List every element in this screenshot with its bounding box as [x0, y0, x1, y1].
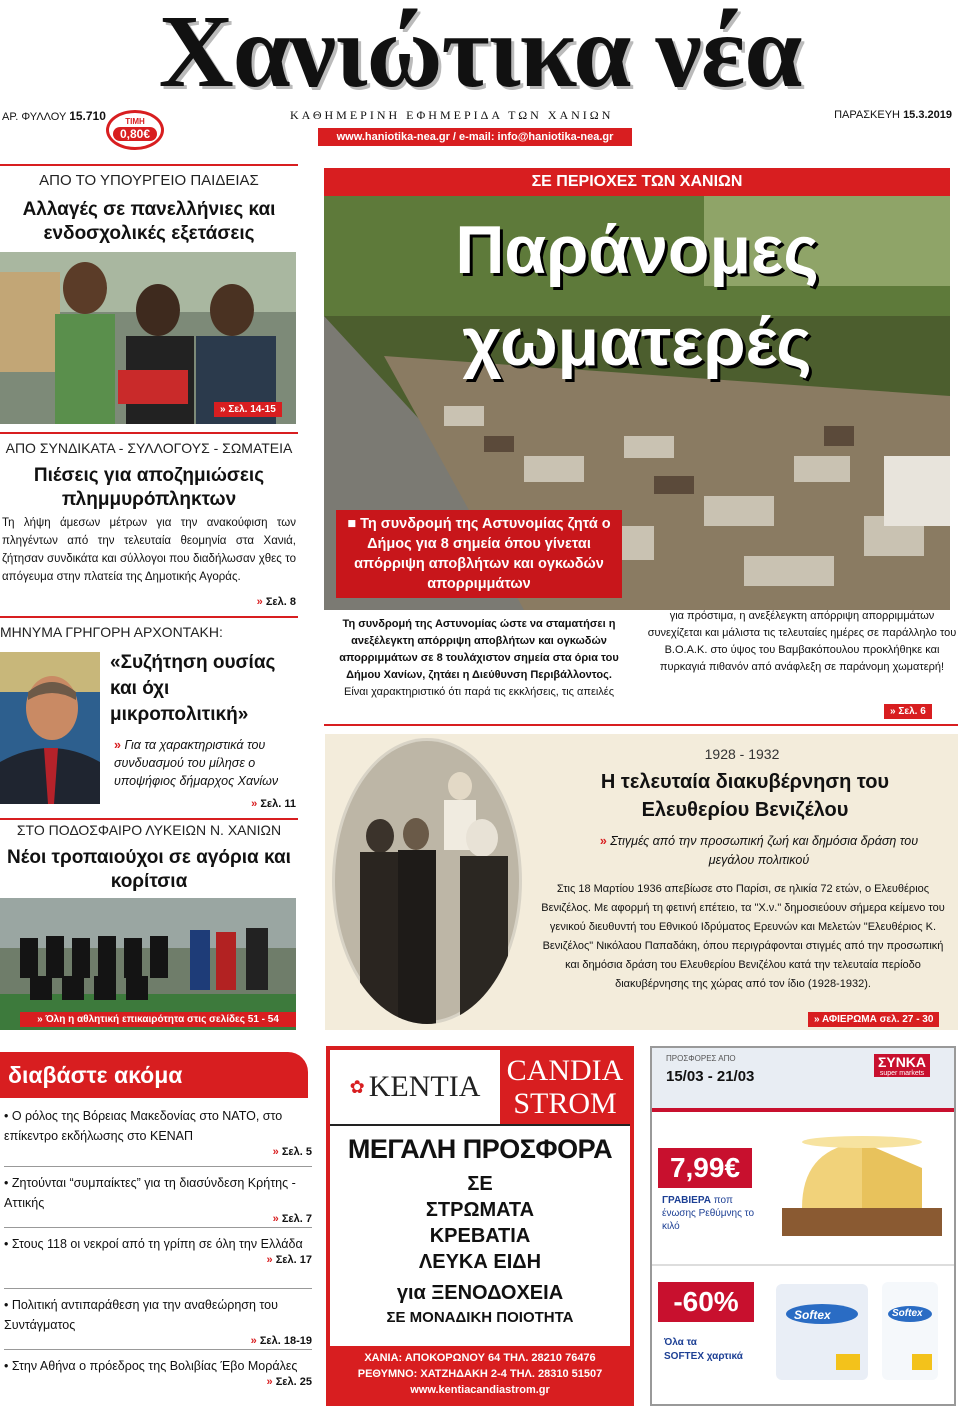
- divider: [0, 616, 298, 618]
- list-item[interactable]: • Πολιτική αντιπαράθεση για την αναθεώρηση του Συντάγματος » Σελ. 18-19: [4, 1298, 312, 1347]
- story4-headline[interactable]: Νέοι τροπαιούχοι σε αγόρια και κορίτσια: [7, 847, 291, 892]
- football-team-photo: [0, 898, 296, 1030]
- cheese-image: [782, 1128, 942, 1248]
- venizelos-body: Στις 18 Μαρτίου 1936 απεβίωσε στο Παρίσι, σε ηλικία 72 ετών, ο Ελευθέριος Βενιζέλος. Με αφορμή τη φετινή επέτειο, τα "Χ.ν." δημοσιεύουν σήμερα κείμενο του γενικού διευθυντή του Εθνικού Ιδρύματος Ερευνών και Μελετών "Ελευθέριος Κ. Βενιζέλος" Νικόλαου Παπαδάκη, όπου περιγράφονται στιγμές από την προσωπική και δημόσια δράση του Ελευθερίου Βενιζέλου κατά την τελευταία περίοδο διακυβέρνησης της χώρας από τον ίδιο (1928-1932).: [541, 883, 945, 990]
- read-more-list: [4, 1106, 312, 1406]
- story1-headline[interactable]: Αλλαγές σε πανελλήνιες και ενδοσχολικές εξετάσεις: [22, 199, 276, 244]
- story2-headline[interactable]: Πιέσεις για αποζημιώσεις πλημμυρόπληκτων: [33, 465, 265, 510]
- story2-body: Τη λήψη άμεσων μέτρων για την ανακούφιση των πληγέντων από την τελευταία θεομηνία στα Χανιά, ζήτησαν συνδικάτα και σύλλογοι που διαδήλωσαν χθες το απόγευμα στην πλατεία της Δημοτικής Αγοράς.: [2, 517, 296, 583]
- issue-date: ΠΑΡΑΣΚΕΥΗ 15.3.2019: [834, 109, 952, 121]
- tagline: ΚΑΘΗΜΕΡΙΝΗ ΕΦΗΜΕΡΙΔΑ ΤΩΝ ΧΑΝΙΩΝ: [290, 108, 614, 122]
- story3-kicker: ΜΗΝΥΜΑ ΓΡΗΓΟΡΗ ΑΡΧΟΝΤΑΚΗ:: [0, 624, 223, 640]
- story1-page-ref[interactable]: » Σελ. 14-15: [214, 402, 282, 417]
- story3-page-ref[interactable]: » Σελ. 11: [251, 798, 296, 810]
- softex-product: Όλα τα SOFTEX χαρτικά: [664, 1337, 743, 1362]
- venizelos-headline[interactable]: Η τελευταία διακυβέρνηση του Ελευθερίου Βενιζέλου: [600, 771, 890, 821]
- kentia-addresses: ΧΑΝΙΑ: ΑΠΟΚΟΡΩΝΟΥ 64 ΤΗΛ. 28210 76476 ΡΕΘΥΜΝΟ: ΧΑΤΖΗΔΑΚΗ 2-4 ΤΗΛ. 28310 51507 www.kentiacandiastrom.gr: [330, 1346, 630, 1402]
- list-item[interactable]: • Στην Αθήνα ο πρόεδρος της Βολιβίας Έβο Μοράλες » Σελ. 25: [4, 1359, 312, 1388]
- divider: [0, 432, 298, 434]
- kentia-candia-strom-ad[interactable]: ✿ KENTIA CANDIA STROM ΜΕΓΑΛΗ ΠΡΟΣΦΟΡΑ ΣΕ ΣΤΡΩΜΑΤΑ ΚΡΕΒΑΤΙΑ ΛΕΥΚΑ ΕΙΔΗ για ΞΕΝΟΔΟΧΕΙΑ ΣΕ ΜΟΝΑΔΙΚΗ ΠΟΙΟΤΗΤΑ ΧΑΝΙΑ: ΑΠΟΚΟΡΩΝΟΥ 64 ΤΗΛ. 28210 76476 ΡΕΘΥΜΝΟ: ΧΑΤΖΗΔΑΚΗ 2-4 ΤΗΛ. 28310 51507 www.kentiacandiastrom.gr: [326, 1046, 634, 1406]
- softex-discount: -60%: [658, 1282, 754, 1322]
- candia-strom-logo: CANDIA STROM: [500, 1050, 630, 1124]
- venizelos-page-ref[interactable]: » ΑΦΙΕΡΩΜΑ σελ. 27 - 30: [808, 1012, 939, 1027]
- venizelos-subhead: » Στιγμές από την προσωπική ζωή και δημόσια δράση του μεγάλου πολιτικού: [599, 834, 919, 867]
- story2-kicker: ΑΠΟ ΣΥΝΔΙΚΑΤΑ - ΣΥΛΛΟΓΟΥΣ - ΣΩΜΑΤΕΙΑ: [5, 440, 293, 456]
- divider: [324, 724, 958, 726]
- synka-supermarket-ad[interactable]: ΠΡΟΣΦΟΡΕΣ ΑΠΟ 15/03 - 21/03 ΣΥΝΚΑ super markets 7,99€ ΓΡΑΒΙΕΡΑ ποπ ένωσης Ρεθύμνης το κιλό -60% Όλα τα SOFTEX χαρτικά Softex Softex: [650, 1046, 956, 1406]
- kentia-logo: KENTIA: [368, 1070, 481, 1103]
- story2-page-ref[interactable]: » Σελ. 8: [256, 596, 296, 608]
- list-item[interactable]: • Ζητούνται “συμπαίκτες” για τη διασύνδεση Κρήτης - Αττικής » Σελ. 7: [4, 1176, 312, 1225]
- cheese-price: 7,99€: [658, 1148, 752, 1188]
- masthead: [0, 0, 960, 109]
- divider: [0, 164, 298, 166]
- main-story-banner: ΣΕ ΠΕΡΙΟΧΕΣ ΤΩΝ ΧΑΝΙΩΝ: [324, 168, 950, 196]
- read-more-title: διαβάστε ακόμα: [0, 1052, 308, 1098]
- main-story-page-ref[interactable]: » Σελ. 6: [884, 704, 932, 719]
- newspaper-title: Χανιώτικα νέα: [158, 0, 802, 109]
- students-photo: [0, 252, 296, 424]
- main-photo-caption: ■ Τη συνδρομή της Αστυνομίας ζητά ο Δήμος για 8 σημεία όπου γίνεται απόρριψη αποβλήτων και ογκωδών απορριμμάτων: [336, 510, 622, 598]
- synka-logo: ΣΥΝΚΑ super markets: [874, 1054, 930, 1077]
- list-item[interactable]: • Ο ρόλος της Βόρειας Μακεδονίας στο ΝΑΤΟ, στο επίκεντρο εκδήλωσης στο ΚΕΝΑΠ » Σελ. 5: [4, 1109, 312, 1158]
- story1-kicker: ΑΠΟ ΤΟ ΥΠΟΥΡΓΕΙΟ ΠΑΙΔΕΙΑΣ: [39, 172, 259, 189]
- cheese-product: ΓΡΑΒΙΕΡΑ ποπ ένωσης Ρεθύμνης το κιλό: [662, 1195, 755, 1232]
- list-item[interactable]: • Στους 118 οι νεκροί από τη γρίπη σε όλη την Ελλάδα » Σελ. 17: [4, 1237, 312, 1266]
- price-badge: ΤΙΜΗ 0,80€: [106, 110, 164, 150]
- story4-kicker: ΣΤΟ ΠΟΔΟΣΦΑΙΡΟ ΛΥΚΕΙΩΝ Ν. ΧΑΝΙΩΝ: [16, 822, 282, 838]
- story4-caption[interactable]: » Όλη η αθλητική επικαιρότητα στις σελίδες 51 - 54: [20, 1012, 296, 1027]
- issue-number: ΑΡ. ΦΥΛΛΟΥ 15.710: [2, 109, 106, 123]
- main-story-lead: Τη συνδρομή της Αστυνομίας ώστε να σταματήσει η ανεξέλεγκτη απόρριψη αποβλήτων και ογκωδών απορριμμάτων σε 8 τουλάχιστον σημεία στα όρια του Δήμου Χανίων, ζητάει η Διεύθυνση Περιβάλλοντος. Είναι χαρακτηριστικό ότι παρά τις εκκλήσεις, τις απειλές: [339, 618, 619, 698]
- main-story-body: για πρόστιμα, η ανεξέλεγκτη απόρριψη απορριμμάτων συνεχίζεται και μάλιστα τις τελευταίες ημέρες σε παράλληλο του Β.Ο.Α.Κ. στο ύψος του Βαμβακόπουλου προκλήθηκε και πυρκαγιά πιθανόν από ανάφλεξη σε παράνομη χωματερή!: [647, 610, 957, 673]
- venizelos-family-photo: [332, 738, 522, 1024]
- story3-body: » Για τα χαρακτηριστικά του συνδυασμού του μίλησε ο υποψήφιος δήμαρχος Χανίων: [114, 738, 279, 788]
- story3-headline[interactable]: «Συζήτηση ουσίας και όχι μικροπολιτική»: [110, 652, 276, 725]
- divider: [0, 818, 298, 820]
- contact-bar[interactable]: www.haniotika-nea.gr / e-mail: info@haniotika-nea.gr: [318, 128, 632, 146]
- flower-icon: ✿: [349, 1076, 365, 1097]
- offer-dates: 15/03 - 21/03: [666, 1068, 755, 1085]
- main-headline[interactable]: Παράνομες χωματερές: [455, 212, 819, 380]
- venizelos-years: 1928 - 1932: [704, 746, 780, 762]
- softex-image: Softex Softex: [772, 1274, 942, 1384]
- politician-photo: [0, 652, 100, 804]
